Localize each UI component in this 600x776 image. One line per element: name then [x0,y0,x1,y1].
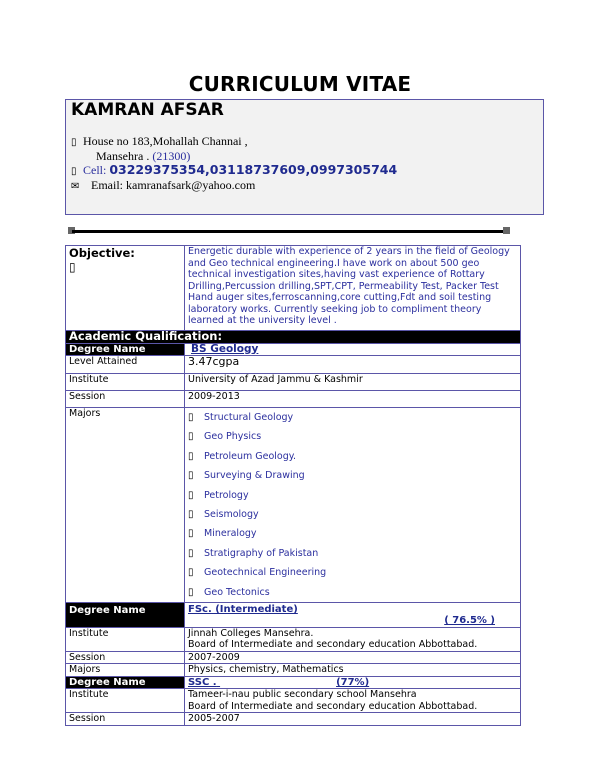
academic-section-title: Academic Qualification: [66,331,521,344]
section-divider [72,230,510,233]
fsc-institute-cell [185,627,521,651]
objective-label-cell [66,246,185,331]
list-item: ▯ Structural Geology [188,408,517,427]
fsc-percentage: ( 76.5% ) [444,615,495,627]
cell-numbers: 03229375354,03118737609,0997305744 [109,162,398,177]
fsc-session-row [66,651,521,664]
address-street: House no 183,Mohallah Channai , [83,134,248,148]
divider-right-cap [503,227,510,234]
address-postcode: (21300) [152,149,191,163]
bs-majors-row [66,408,521,603]
cv-table [65,245,521,726]
ssc-institute-name: Tameer-i-nau public secondary school Mansehra [188,689,417,701]
list-item: ▯ Seismology [188,505,517,524]
fsc-majors-label: Majors [66,664,185,677]
list-item: ▯ Geo Tectonics [188,583,517,602]
address-line [71,134,248,149]
fsc-degree-row [66,602,521,627]
fsc-degree-cell [185,602,521,627]
list-item: ▯ Surveying & Drawing [188,466,517,485]
home-icon: ▯ [71,137,77,148]
ssc-session-value: 2005-2007 [185,713,521,726]
bullet-icon: ▯ [188,528,194,540]
bs-degree-label: Degree Name [66,343,185,356]
email-label: Email: [91,178,123,192]
bs-majors-cell [185,408,521,603]
bs-level-label: Level Attained [66,356,185,374]
list-item: ▯ Petrology [188,486,517,505]
list-item: ▯ Mineralogy [188,524,517,543]
bs-degree-row [66,343,521,356]
candidate-name: KAMRAN AFSAR [71,100,224,120]
fsc-majors-row [66,664,521,677]
contact-header [65,99,544,215]
bullet-icon: ▯ [69,259,76,274]
envelope-icon: ✉ [71,181,80,192]
ssc-degree-cell [185,676,521,689]
bullet-icon: ▯ [188,470,194,482]
fsc-degree-value: FSc. (Intermediate) [188,603,298,615]
fsc-institute-name: Jinnah Colleges Mansehra. [188,627,314,639]
fsc-degree-label: Degree Name [66,602,185,627]
bs-level-row [66,356,521,374]
document-title: CURRICULUM VITAE [188,72,412,96]
list-item: ▯ Geo Physics [188,427,517,446]
academic-section-bar [66,331,521,344]
objective-text: Energetic durable with experience of 2 years in the field of Geology and Geo technical engineering.I have work on about 500 geo technical investigation sites,having vast experience of Rottary Drilling,Percussion drilling,SPT,CPT, Permeability Test, Packer Test Hand auger sites,ferroscanning,core cutting,Fdt and soil testing laboratory works. Currently seeking job to compliment theory learned at the university level . [185,246,521,331]
bullet-icon: ▯ [188,412,194,423]
bullet-icon: ▯ [188,567,194,579]
cell-label: Cell: [83,163,107,177]
fsc-institute-board: Board of Intermediate and secondary education Abbottabad. [188,639,478,651]
cell-line [71,162,397,178]
bs-session-value: 2009-2013 [185,391,521,408]
objective-label: Objective: [69,246,135,260]
bs-session-label: Session [66,391,185,408]
bs-institute-value: University of Azad Jammu & Kashmir [185,374,521,391]
ssc-percentage: (77%) [336,676,370,688]
ssc-institute-board: Board of Intermediate and secondary education Abbottabad. [188,700,478,712]
ssc-session-row [66,713,521,726]
bs-session-row [66,391,521,408]
ssc-institute-row [66,689,521,713]
bullet-icon: ▯ [188,431,194,443]
list-item: ▯ Geotechnical Engineering [188,563,517,582]
list-item: ▯ Petroleum Geology. [188,447,517,466]
ssc-degree-label: Degree Name [66,676,185,689]
bullet-icon: ▯ [188,489,194,501]
bs-degree-value: BS Geology [185,343,521,356]
bs-majors-label: Majors [66,408,185,603]
phone-icon: ▯ [71,166,77,177]
ssc-degree-row [66,676,521,689]
ssc-session-label: Session [66,713,185,726]
email-line [71,178,255,193]
bs-institute-row [66,374,521,391]
bs-majors-list [188,408,517,602]
bullet-icon: ▯ [188,450,194,462]
bs-level-value: 3.47cgpa [185,356,521,374]
address-city: Mansehra . [96,149,150,163]
bs-institute-label: Institute [66,374,185,391]
fsc-session-value: 2007-2009 [185,651,521,664]
fsc-session-label: Session [66,651,185,664]
bullet-icon: ▯ [188,508,194,520]
ssc-degree-value: SSC . [188,676,217,688]
ssc-institute-cell [185,689,521,713]
fsc-institute-row [66,627,521,651]
bullet-icon: ▯ [188,547,194,559]
fsc-institute-label: Institute [66,627,185,651]
bullet-icon: ▯ [188,586,194,598]
email-address: kamranafsark@yahoo.com [126,178,256,192]
list-item: ▯ Stratigraphy of Pakistan [188,544,517,563]
ssc-institute-label: Institute [66,689,185,713]
objective-row [66,246,521,331]
fsc-majors-value: Physics, chemistry, Mathematics [185,664,521,677]
